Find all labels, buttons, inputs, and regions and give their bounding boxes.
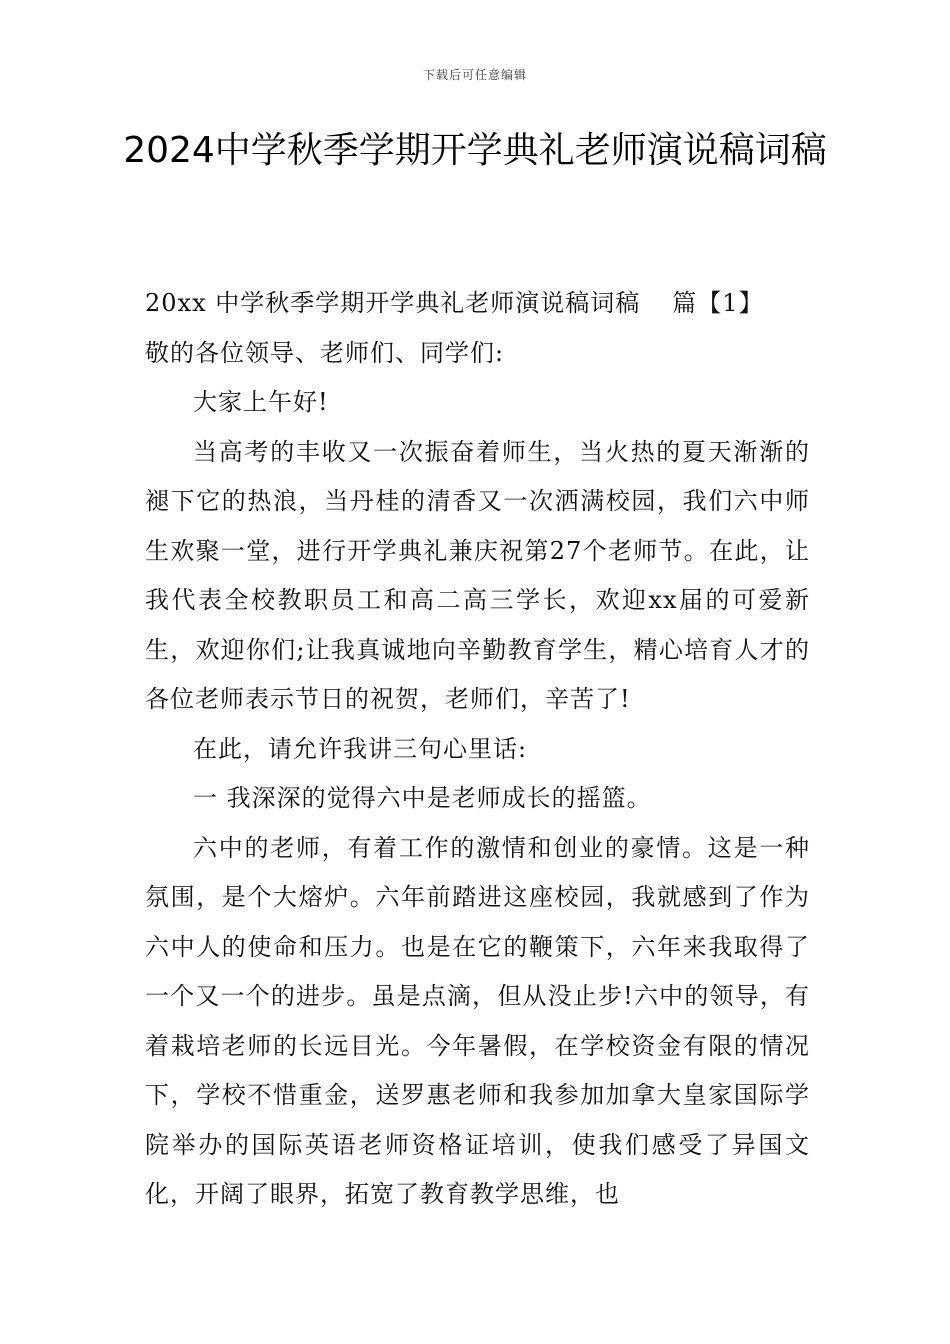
header-note: 下载后可任意编辑 xyxy=(422,68,527,82)
paragraph-2: 在此，请允许我讲三句心里话: xyxy=(193,734,528,763)
point-1: 一 我深深的觉得六中是老师成长的摇篮。 xyxy=(193,784,652,812)
paragraph-3: 六中的老师，有着工作的激情和创业的豪情。这是一种氛围，是个大熔炉。六年前踏进这座校园，我就感到了作为六中人的使命和压力。也是在它的鞭策下，六年来我取得了一个又一个的进步。虽是点滴，但从没止步!六中的领导，有着栽培老师的长远目光。今年暑假，在学校资金有限的情况下，学校不惜重金，送罗惠老师和我参加加拿大皇家国际学院举办的国际英语老师资格证培训，使我们感受了异国文化，开阔了眼界，拓宽了教育教学思维，也 xyxy=(145,833,810,1208)
subtitle-section-label: 篇【1】 xyxy=(672,289,764,317)
paragraph-1: 当高考的丰收又一次振奋着师生，当火热的夏天渐渐的褪下它的热浪，当丹桂的清香又一次洒满校园，我们六中师生欢聚一堂，进行开学典礼兼庆祝第27个老师节。在此，让我代表全校教职员工和高二高三学长，欢迎xx届的可爱新生，欢迎你们;让我真诚地向辛勤教育学生，精心培育人才的各位老师表示节日的祝贺，老师们，辛苦了! xyxy=(145,437,810,713)
salutation: 敬的各位领导、老师们、同学们: xyxy=(145,338,505,367)
subtitle-line xyxy=(145,279,810,329)
greeting: 大家上午好! xyxy=(193,388,329,416)
document-title: 2024中学秋季学期开学典礼老师演说稿词稿 xyxy=(123,130,827,171)
subtitle-text: 20xx 中学秋季学期开学典礼老师演说稿词稿 xyxy=(145,289,641,317)
document-body xyxy=(145,279,810,1220)
